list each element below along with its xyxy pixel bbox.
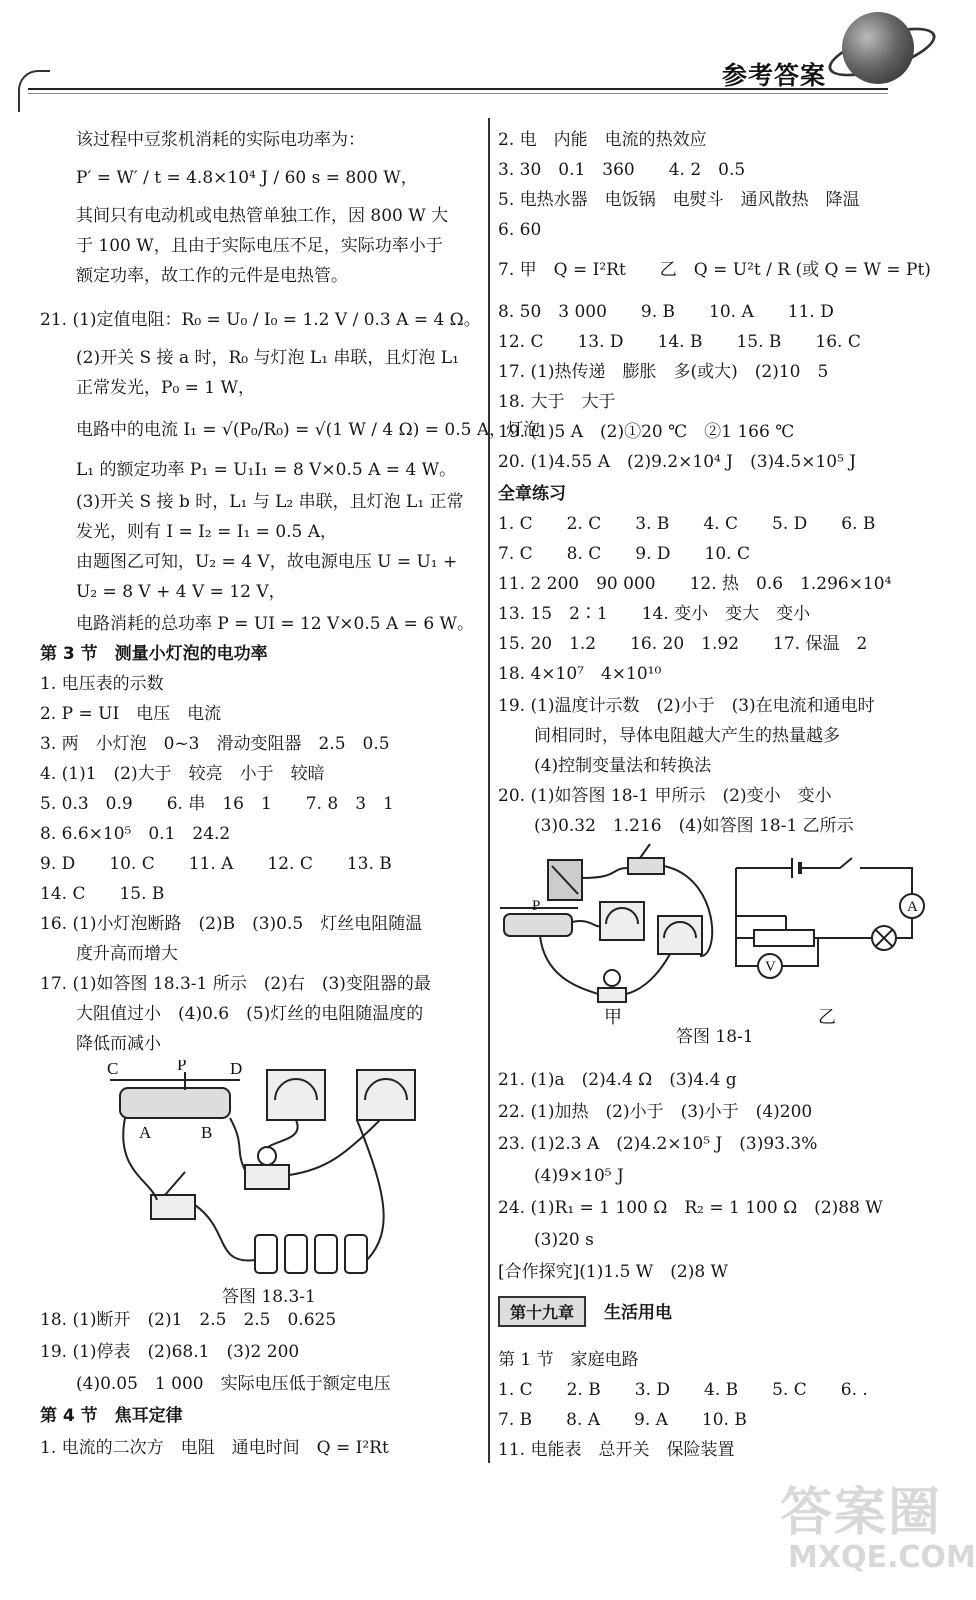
answer-line: 第 1 节 家庭电路 (498, 1350, 639, 1370)
ammeter-a-label: A (907, 899, 918, 915)
section-heading: 第 3 节 测量小灯泡的电功率 (40, 644, 268, 664)
section-heading: 全章练习 (498, 484, 566, 504)
answer-line: L₁ 的额定功率 P₁ = U₁I₁ = 8 V×0.5 A = 4 W。 (76, 460, 457, 480)
answer-line: U₂ = 8 V + 4 V = 12 V， (76, 582, 286, 602)
page-header (0, 0, 976, 110)
answer-line: 4. (1)1 (2)大于 较亮 小于 较暗 (40, 764, 325, 784)
answer-line: 1. C 2. B 3. D 4. B 5. C 6. . (498, 1380, 868, 1400)
answer-line: 7. 甲 Q = I²Rt 乙 Q = U²t / R (或 Q = W = Pt) (498, 260, 931, 280)
answer-line: 发光，则有 I = I₂ = I₁ = 0.5 A， (76, 522, 338, 542)
answer-line: 17. (1)热传递 膨胀 多(或大) (2)10 5 (498, 362, 829, 382)
answer-line: (4)9×10⁵ J (534, 1166, 624, 1186)
watermark-url: MXQE.COM (788, 1540, 976, 1575)
answer-line: 8. 6.6×10⁵ 0.1 24.2 (40, 824, 231, 844)
answer-line: 电路中的电流 I₁ = √(P₀/R₀) = √(1 W / 4 Ω) = 0.5 A，灯泡 (76, 420, 541, 440)
answer-line: 其间只有电动机或电热管单独工作，因 800 W 大 (76, 206, 449, 226)
answer-line: (4)控制变量法和转换法 (534, 756, 712, 776)
answer-line: 间相同时，导体电阻越大产生的热量越多 (534, 726, 840, 746)
answer-line: 12. C 13. D 14. B 15. B 16. C (498, 332, 861, 352)
answer-line: 11. 2 200 90 000 12. 热 0.6 1.296×10⁴ (498, 574, 892, 594)
figure-caption-left: 答图 18.3-1 (222, 1287, 316, 1307)
answer-line: 由题图乙可知，U₂ = 4 V，故电源电压 U = U₁ + (76, 552, 458, 572)
label-p: P (177, 1060, 187, 1074)
label-a: A (139, 1123, 152, 1142)
column-divider (488, 118, 490, 1463)
answer-line: 18. 大于 大于 (498, 392, 616, 412)
voltmeter-v-label: V (765, 959, 776, 975)
answer-line: 16. (1)小灯泡断路 (2)B (3)0.5 灯丝电阻随温 (40, 914, 423, 934)
label-yi: 乙 (818, 1007, 836, 1027)
header-rule-thin (28, 93, 888, 94)
answer-line: 15. 20 1.2 16. 20 1.92 17. 保温 2 (498, 634, 868, 654)
answer-line: 14. C 15. B (40, 884, 165, 904)
answer-line: 19. (1)停表 (2)68.1 (3)2 200 (40, 1342, 300, 1362)
answer-line: 11. 电能表 总开关 保险装置 (498, 1440, 735, 1460)
answer-line: 于 100 W，且由于实际电压不足，实际功率小于 (76, 236, 443, 256)
chapter-title: 生活用电 (604, 1303, 673, 1323)
answer-line: 21. (1)a (2)4.4 Ω (3)4.4 g (498, 1070, 737, 1090)
answer-line: (3)20 s (534, 1230, 594, 1250)
answer-line: 8. 50 3 000 9. B 10. A 11. D (498, 302, 834, 322)
answer-line: 5. 电热水器 电饭锅 电熨斗 通风散热 降温 (498, 190, 860, 210)
answer-line: 降低而减小 (76, 1034, 161, 1054)
answer-line: (2)开关 S 接 a 时，R₀ 与灯泡 L₁ 串联，且灯泡 L₁ (76, 348, 459, 368)
label-jia: 甲 (604, 1007, 622, 1027)
answer-line: 1. 电流的二次方 电阻 通电时间 Q = I²Rt (40, 1438, 389, 1458)
globe-icon (842, 12, 914, 84)
answer-line: 20. (1)4.55 A (2)9.2×10⁴ J (3)4.5×10⁵ J (498, 452, 857, 472)
chapter-heading (498, 1296, 672, 1327)
answer-line: 1. C 2. C 3. B 4. C 5. D 6. B (498, 514, 876, 534)
answer-line: 3. 两 小灯泡 0~3 滑动变阻器 2.5 0.5 (40, 734, 390, 754)
chapter-badge: 第十九章 (498, 1296, 586, 1327)
answer-line: 该过程中豆浆机消耗的实际电功率为： (76, 130, 365, 150)
figure-caption-right: 答图 18-1 (676, 1027, 754, 1047)
answer-line: 1. 电压表的示数 (40, 674, 164, 694)
answer-line: 电路消耗的总功率 P = UI = 12 V×0.5 A = 6 W。 (76, 614, 475, 634)
answer-line: (3)0.32 1.216 (4)如答图 18-1 乙所示 (534, 816, 854, 836)
watermark (780, 1470, 976, 1590)
answer-line: 18. (1)断开 (2)1 2.5 2.5 0.625 (40, 1310, 337, 1330)
answer-line: 7. B 8. A 9. A 10. B (498, 1410, 747, 1430)
answer-line: 5. 0.3 0.9 6. 串 16 1 7. 8 3 1 (40, 794, 394, 814)
watermark-logo: 答案圈 (780, 1483, 943, 1543)
answer-line: 大阻值过小 (4)0.6 (5)灯丝的电阻随温度的 (76, 1004, 424, 1024)
answer-line: 17. (1)如答图 18.3-1 所示 (2)右 (3)变阻器的最 (40, 974, 431, 994)
label-d: D (230, 1060, 243, 1078)
label-p-jia: P (532, 898, 541, 914)
answer-line: 21. (1)定值电阻：R₀ = U₀ / I₀ = 1.2 V / 0.3 A = 4 Ω。 (40, 310, 481, 330)
answer-line: 正常发光，P₀ = 1 W， (76, 378, 255, 398)
answer-line: (3)开关 S 接 b 时，L₁ 与 L₂ 串联，且灯泡 L₁ 正常 (76, 492, 464, 512)
answer-line: [合作探究](1)1.5 W (2)8 W (498, 1262, 729, 1282)
answer-line: 3. 30 0.1 360 4. 2 0.5 (498, 160, 746, 180)
section-heading: 第 4 节 焦耳定律 (40, 1406, 183, 1426)
answer-line: 18. 4×10⁷ 4×10¹⁰ (498, 664, 662, 684)
answer-line: 7. C 8. C 9. D 10. C (498, 544, 750, 564)
answer-line: 6. 60 (498, 220, 542, 240)
answer-line: (4)0.05 1 000 实际电压低于额定电压 (76, 1374, 391, 1394)
label-b: B (201, 1123, 213, 1142)
answer-line: 24. (1)R₁ = 1 100 Ω R₂ = 1 100 Ω (2)88 W (498, 1198, 883, 1218)
answer-line: 19. (1)5 A (2)①20 ℃ ②1 166 ℃ (498, 422, 795, 442)
answer-line: 13. 15 2∶1 14. 变小 变大 变小 (498, 604, 811, 624)
answer-line: 19. (1)温度计示数 (2)小于 (3)在电流和通电时 (498, 696, 875, 716)
answer-line: 23. (1)2.3 A (2)4.2×10⁵ J (3)93.3% (498, 1134, 818, 1154)
answer-line: 2. 电 内能 电流的热效应 (498, 130, 707, 150)
answer-line: 度升高而增大 (76, 944, 178, 964)
answer-line: 2. P = UI 电压 电流 (40, 704, 222, 724)
answer-line: 20. (1)如答图 18-1 甲所示 (2)变小 变小 (498, 786, 832, 806)
figure-18-3-1 (95, 1060, 455, 1285)
answer-line: 9. D 10. C 11. A 12. C 13. B (40, 854, 392, 874)
answer-line: 额定功率，故工作的元件是电热管。 (76, 266, 348, 286)
label-c: C (107, 1060, 119, 1078)
page-title: 参考答案 (722, 61, 827, 90)
answer-line: P′ = W′ / t = 4.8×10⁴ J / 60 s = 800 W， (76, 168, 418, 188)
header-ornament (18, 70, 50, 112)
answer-line: 22. (1)加热 (2)小于 (3)小于 (4)200 (498, 1102, 813, 1122)
figure-18-1 (500, 838, 940, 1028)
